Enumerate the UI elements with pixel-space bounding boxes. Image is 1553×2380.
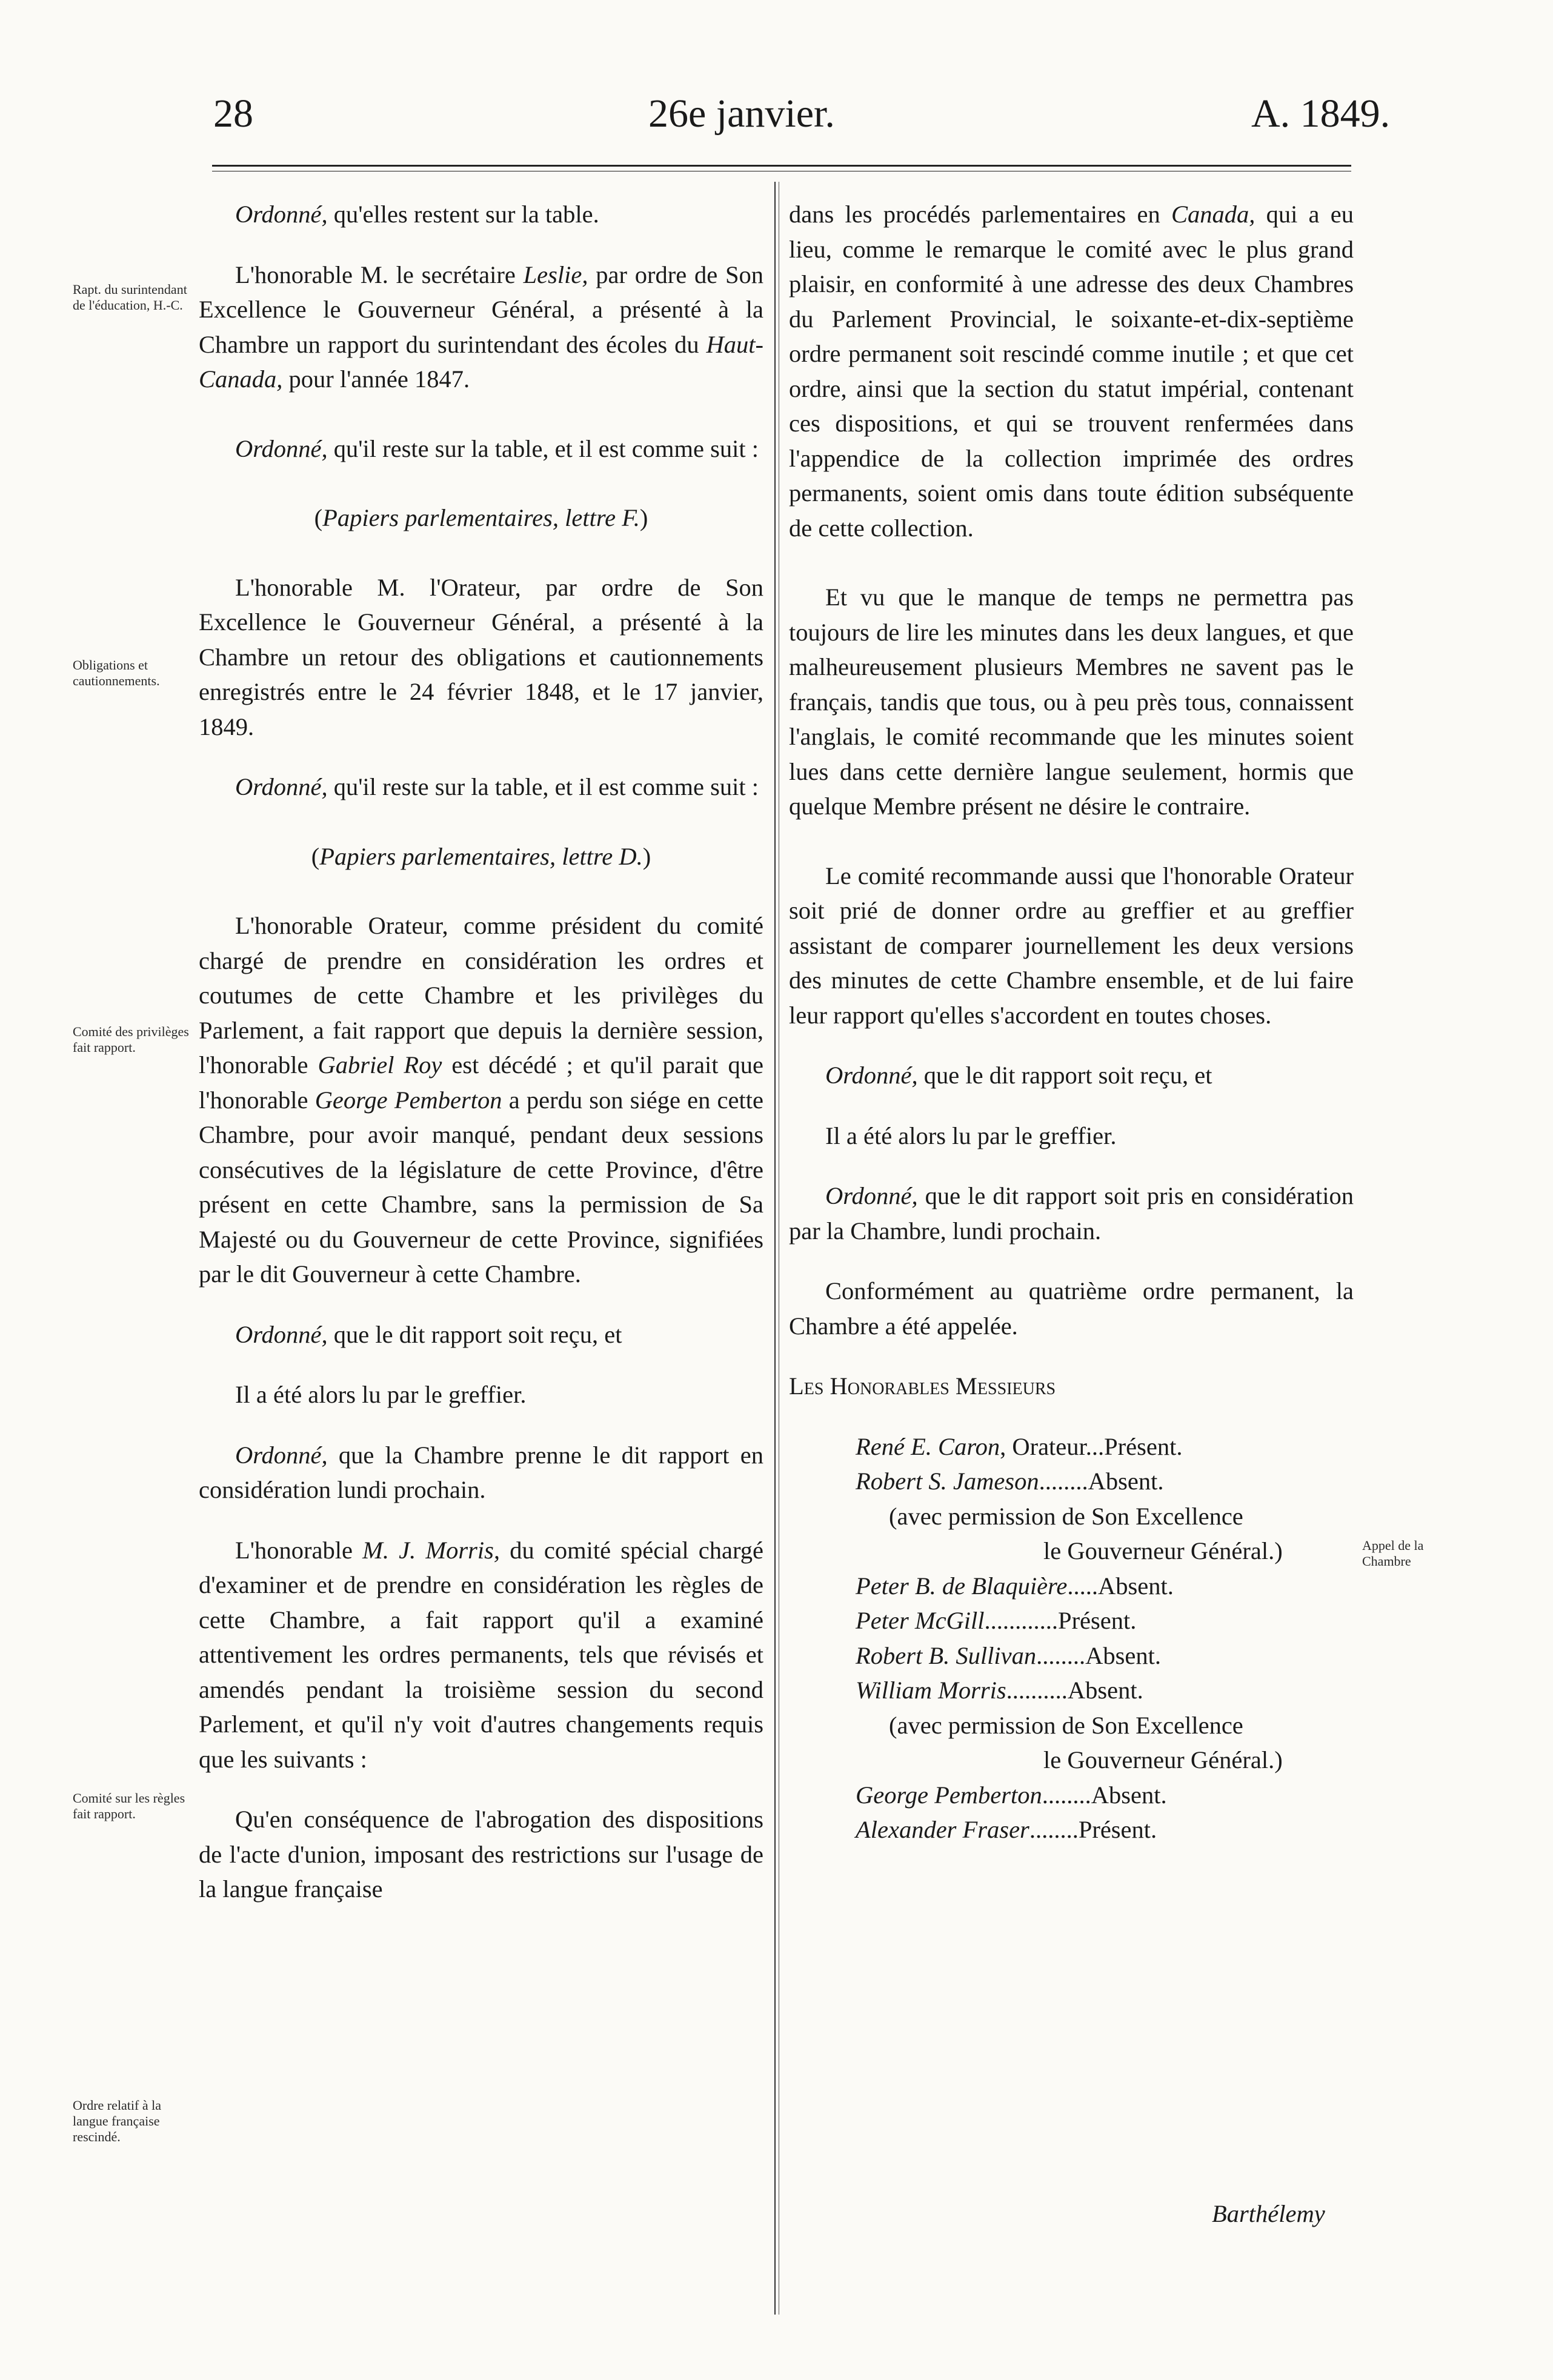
member-status: Absent. <box>1098 1572 1174 1600</box>
text: que le dit rapport soit reçu, et <box>917 1062 1212 1089</box>
paragraph <box>199 197 763 232</box>
leader: , Orateur... <box>1000 1432 1105 1460</box>
ordered-word: Ordonné, <box>235 434 328 462</box>
paragraph: Qu'en conséquence de l'abrogation des dispositions de l'acte d'union, imposant des restrictions sur l'usage de la langue française <box>199 1806 763 1903</box>
ordered-word: Ordonné, <box>235 773 328 800</box>
ordered-word: Ordonné, <box>235 201 328 228</box>
text: L'honorable M. le secrétaire <box>235 261 524 288</box>
text: par ordre de Son Excellence le Gouverneur Général, a présenté à la Chambre un rapport du surintendant des écoles du <box>199 261 763 358</box>
text: qu'elles restent sur la table. <box>327 201 599 228</box>
text: ) <box>642 842 651 870</box>
reference: Papiers parlementaires, lettre D. <box>319 842 643 870</box>
column-divider <box>774 182 776 2315</box>
paragraph: Le comité recommande aussi que l'honorable Orateur soit prié de donner ordre au greffier et au greffier assistant de comparer journellement les deux versions des minutes de cette Chambre ensemble, et de lui faire leur rapport qu'elles s'accordent en toutes choses. <box>789 862 1354 1029</box>
roll-note <box>789 1743 1354 1778</box>
member-status: Présent. <box>1104 1432 1183 1460</box>
paragraph <box>199 1438 763 1507</box>
member-status: Absent. <box>1088 1468 1164 1495</box>
paragraph <box>199 908 763 1292</box>
member-name: Alexander Fraser <box>856 1816 1029 1843</box>
text: pour l'année 1847. <box>282 365 470 393</box>
roll-row <box>789 1812 1354 1847</box>
name: George Pemberton <box>314 1086 502 1114</box>
page-date: 26e janvier. <box>648 91 835 136</box>
text: L'honorable <box>235 1536 363 1564</box>
paragraph <box>199 1533 763 1777</box>
leader: ........ <box>1039 1468 1088 1495</box>
paragraph: L'honorable M. l'Orateur, par ordre de Son Excellence le Gouverneur Général, a présenté à la Chambre un retour des obligations et cautionnements enregistrés entre le 24 février 1848, et le 17 janvier, 1849. <box>199 573 763 740</box>
roll-call-list <box>789 1429 1354 1847</box>
paragraph: Il a été alors lu par le greffier. <box>235 1381 527 1408</box>
leader: ........ <box>1042 1781 1091 1809</box>
ordered-word: Ordonné, <box>825 1062 918 1089</box>
catchword: Barthélemy <box>1212 2200 1325 2227</box>
right-column <box>789 197 1354 1847</box>
member-status: Absent. <box>1067 1677 1143 1704</box>
leader: ............ <box>984 1607 1059 1634</box>
place: Canada, <box>1171 201 1255 228</box>
member-name: William Morris <box>856 1677 1006 1704</box>
roll-row <box>789 1603 1354 1638</box>
paragraph <box>199 431 763 467</box>
paragraph <box>789 1058 1354 1093</box>
text: est décédé ; et qu'il parait que l'honorable <box>199 1051 763 1114</box>
member-status: Absent. <box>1091 1781 1167 1809</box>
text: ( <box>314 504 323 531</box>
name: M. J. Morris, <box>362 1536 500 1564</box>
roll-heading: Les Honorables Messieurs <box>789 1372 1056 1400</box>
permission-note: le Gouverneur Général.) <box>1043 1746 1283 1773</box>
text: ) <box>639 504 648 531</box>
margin-note-privileges-committee: Comité des privilèges fait rapport. <box>73 1024 189 1055</box>
ordered-word: Ordonné, <box>235 1441 328 1469</box>
margin-note-education-report: Rapt. du surintendant de l'éducation, H.-C. <box>73 282 187 313</box>
ordered-word: Ordonné, <box>825 1182 918 1209</box>
paragraph: Et vu que le manque de temps ne permettra pas toujours de lire les minutes dans les deux langues, et que malheureusement plusieurs Membres ne savent pas le français, tandis que tous, ou à peu près tous, connaissent l'anglais, le comité recommande que les minutes soient lues dans cette dernière langue seulement, hormis que quelque Membre présent ne désire le contraire. <box>789 583 1354 820</box>
roll-note <box>789 1499 1354 1534</box>
roll-row <box>789 1569 1354 1604</box>
margin-note-obligations: Obligations et cautionnements. <box>73 657 160 688</box>
page-year: A. 1849. <box>1251 91 1391 136</box>
header-rule <box>212 165 1351 167</box>
leader: ........ <box>1029 1816 1079 1843</box>
roll-row <box>789 1778 1354 1813</box>
leader: ..... <box>1067 1572 1098 1600</box>
paragraph <box>199 500 763 536</box>
text: qui a eu lieu, comme le remarque le comité avec le plus grand plaisir, en conformité à une adresse des deux Chambres du Parlement Provincial, le soixante-et-dix-septième ordre permanent soit rescindé comme inutile ; et que cet ordre, ainsi que la section du statut impérial, contenant ces dispositions, et qui se trouvent renfermées dans l'appendice de la collection imprimée des ordres permanents, soient omis dans toute édition subséquente de cette collection. <box>789 201 1354 542</box>
member-name: Robert S. Jameson <box>856 1468 1039 1495</box>
member-name: George Pemberton <box>856 1781 1042 1809</box>
name: Gabriel Roy <box>318 1051 442 1079</box>
roll-note <box>789 1708 1354 1743</box>
paragraph <box>789 1178 1354 1248</box>
text: a perdu son siége en cette Chambre, pour avoir manqué, pendant deux sessions consécutives de la législature de cette Province, d'être présent en cette Chambre, sans la permission de Sa Majesté ou du Gouverneur de cette Province, signifiées par le dit Gouverneur à cette Chambre. <box>199 1086 763 1288</box>
paragraph: Il a été alors lu par le greffier. <box>825 1122 1117 1149</box>
margin-note-call-of-house: Appel de la Chambre <box>1362 1538 1424 1569</box>
permission-note: (avec permission de Son Excellence <box>889 1502 1243 1530</box>
permission-note: (avec permission de Son Excellence <box>889 1711 1243 1739</box>
text: que le dit rapport soit reçu, et <box>327 1320 622 1348</box>
text: qu'il reste sur la table, et il est comme suit : <box>327 773 759 800</box>
roll-row <box>789 1673 1354 1708</box>
text: dans les procédés parlementaires en <box>789 201 1171 228</box>
roll-row <box>789 1638 1354 1674</box>
margin-note-rules-committee: Comité sur les règles fait rapport. <box>73 1790 185 1821</box>
paragraph <box>199 258 763 397</box>
leader: .......... <box>1006 1677 1068 1704</box>
roll-note <box>789 1534 1354 1569</box>
member-name: René E. Caron <box>856 1432 1000 1460</box>
paragraph <box>199 839 763 874</box>
margin-note-french-language-order: Ordre relatif à la langue française rescindé. <box>73 2098 161 2144</box>
text: ( <box>311 842 320 870</box>
left-column <box>199 197 763 1907</box>
paragraph <box>789 197 1354 545</box>
roll-row <box>789 1429 1354 1464</box>
paragraph <box>199 770 763 805</box>
member-status: Présent. <box>1058 1607 1137 1634</box>
reference: Papiers parlementaires, lettre F. <box>322 504 640 531</box>
text: qu'il reste sur la table, et il est comme suit : <box>327 434 759 462</box>
text: du comité spécial chargé d'examiner et de prendre en considération les règles de cette Chambre, a fait rapport qu'il a examiné attentivement les ordres permanents, tels que révisés et amendés pendant la troisième session du second Parlement, et qu'il n'y voit d'autres changements requis que les suivants : <box>199 1536 763 1773</box>
member-name: Peter McGill <box>856 1607 985 1634</box>
text: que la Chambre prenne le dit rapport en considération lundi prochain. <box>199 1441 763 1503</box>
leader: ........ <box>1036 1641 1086 1669</box>
name: Leslie, <box>523 261 588 288</box>
paragraph: Conformément au quatrième ordre permanent, la Chambre a été appelée. <box>789 1277 1354 1340</box>
place: Haut-Canada, <box>199 330 763 393</box>
member-status: Présent. <box>1078 1816 1157 1843</box>
text: L'honorable Orateur, comme président du comité chargé de prendre en considération les ordres et coutumes de cette Chambre et les privilèges du Parlement, a fait rapport que depuis la dernière session, l'honorable <box>199 912 763 1079</box>
member-name: Peter B. de Blaquière <box>856 1572 1068 1600</box>
member-name: Robert B. Sullivan <box>856 1641 1037 1669</box>
page-number: 28 <box>213 91 253 136</box>
roll-row <box>789 1464 1354 1499</box>
permission-note: le Gouverneur Général.) <box>1043 1537 1283 1564</box>
text: que le dit rapport soit pris en considération par la Chambre, lundi prochain. <box>789 1182 1354 1245</box>
ordered-word: Ordonné, <box>235 1320 328 1348</box>
member-status: Absent. <box>1085 1641 1161 1669</box>
paragraph <box>199 1317 763 1352</box>
